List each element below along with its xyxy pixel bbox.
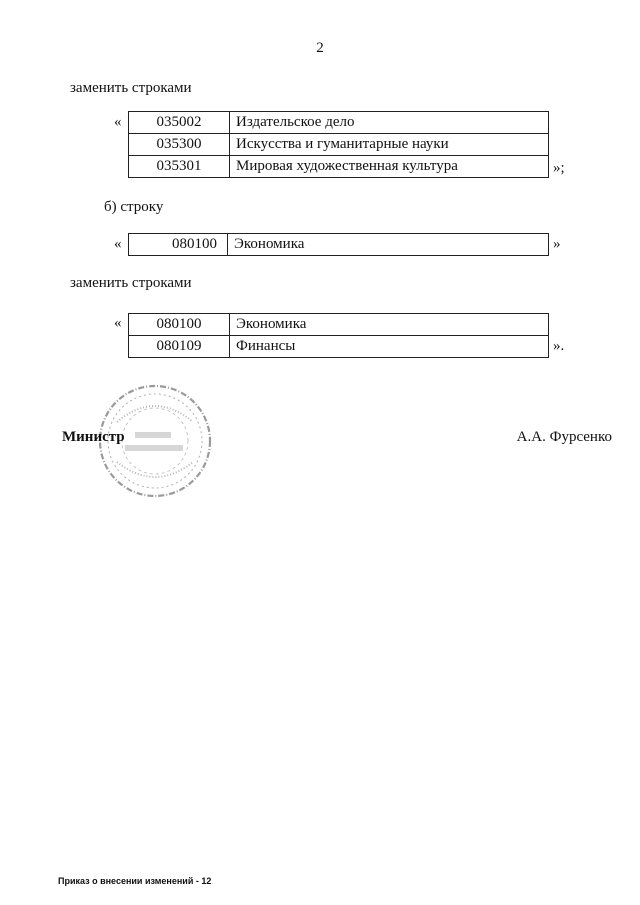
signature-title: Министр bbox=[62, 429, 125, 445]
section-c-close-quote: ». bbox=[553, 338, 565, 354]
section-c-intro: заменить строками bbox=[70, 275, 192, 291]
name-cell: Экономика bbox=[228, 234, 549, 256]
signature-name: А.А. Фурсенко bbox=[516, 429, 612, 445]
table-row bbox=[129, 112, 549, 134]
table-row bbox=[129, 314, 549, 336]
section-b-intro: б) строку bbox=[104, 199, 164, 215]
table-row bbox=[129, 336, 549, 358]
table-row bbox=[129, 134, 549, 156]
table-row bbox=[129, 234, 549, 256]
section-b-open-quote: « bbox=[114, 236, 122, 252]
code-cell: 035002 bbox=[129, 112, 230, 134]
code-cell: 035301 bbox=[129, 156, 230, 178]
table-row bbox=[129, 156, 549, 178]
footer-note: Приказ о внесении изменений - 12 bbox=[58, 876, 212, 886]
section-b-table bbox=[128, 233, 549, 256]
section-a-close-quote: »; bbox=[553, 160, 565, 176]
section-a-table bbox=[128, 111, 549, 178]
section-a-open-quote: « bbox=[114, 114, 122, 130]
code-cell: 080100 bbox=[129, 314, 230, 336]
page-number: 2 bbox=[316, 40, 324, 56]
section-c-table bbox=[128, 313, 549, 358]
code-cell: 035300 bbox=[129, 134, 230, 156]
section-b-close-quote: » bbox=[553, 236, 561, 252]
section-c-open-quote: « bbox=[114, 315, 122, 331]
name-cell: Экономика bbox=[230, 314, 549, 336]
name-cell: Финансы bbox=[230, 336, 549, 358]
name-cell: Искусства и гуманитарные науки bbox=[230, 134, 549, 156]
name-cell: Мировая художественная культура bbox=[230, 156, 549, 178]
code-cell: 080109 bbox=[129, 336, 230, 358]
section-a-intro: заменить строками bbox=[70, 80, 192, 96]
code-cell: 080100 bbox=[129, 234, 228, 256]
name-cell: Издательское дело bbox=[230, 112, 549, 134]
